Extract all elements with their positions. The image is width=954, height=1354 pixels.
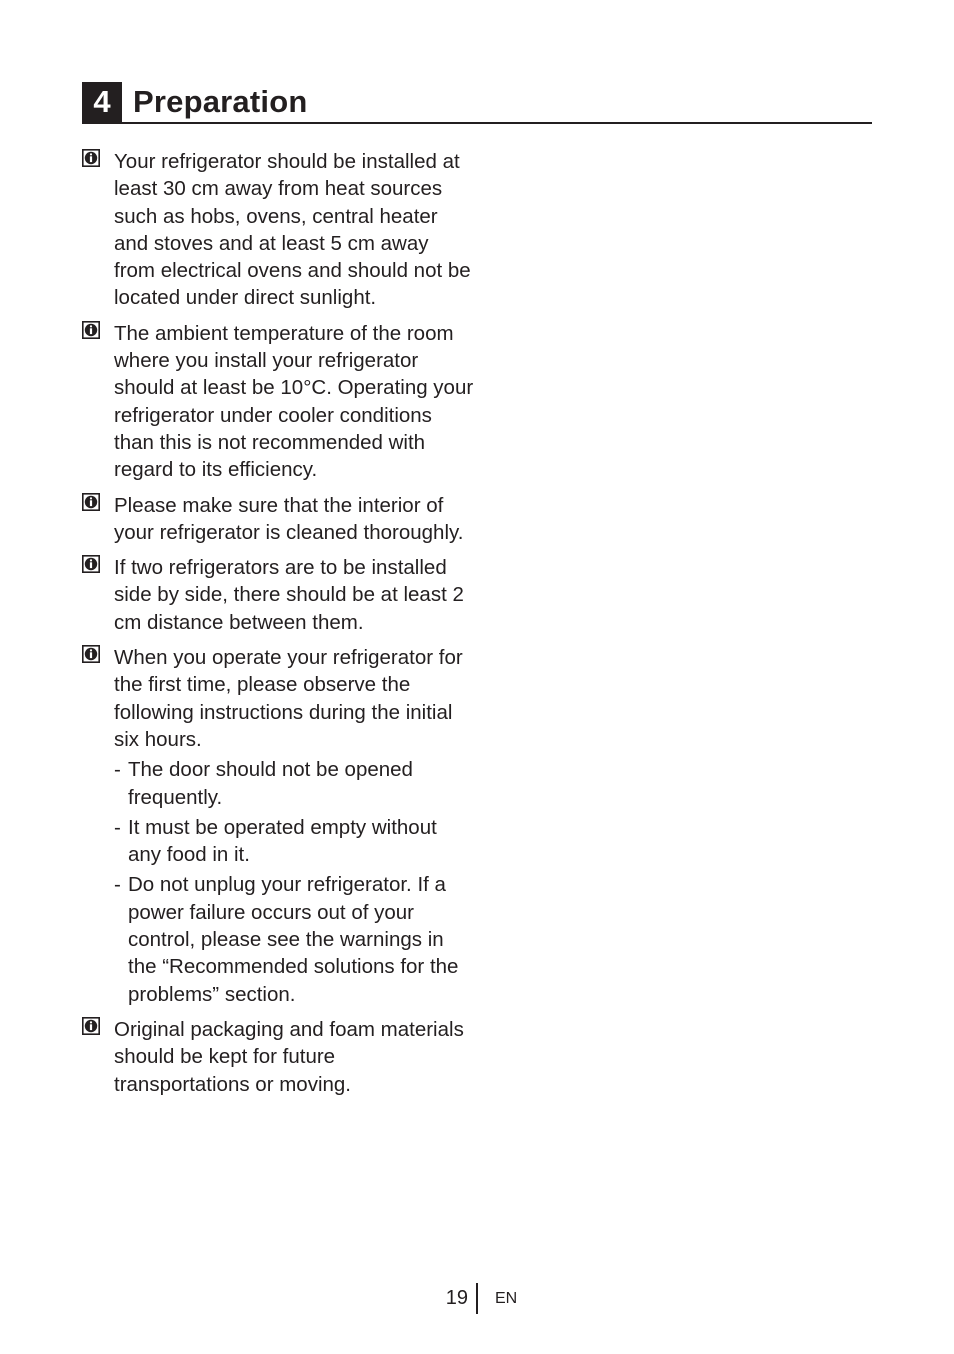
page-footer [0,1283,954,1315]
note-item [82,320,474,484]
language-code: EN [495,1290,518,1307]
footer-divider [476,1283,478,1314]
note-item [82,644,474,1008]
page-title: Preparation [133,84,308,119]
note-text: When you operate your refrigerator for the first time, please observe the following instructions during the initial six hours. [114,646,463,751]
info-icon [82,1017,100,1035]
instruction-list [114,756,474,1008]
info-icon [82,493,100,511]
info-icon [82,149,100,167]
note-text: Original packaging and foam materials should be kept for future transportations or moving. [114,1017,464,1096]
note-item [82,148,474,312]
note-text: Please make sure that the interior of your refrigerator is cleaned thoroughly. [114,493,464,544]
note-text: The ambient temperature of the room where you install your refrigerator should at least be 10°C. Operating your refrigerator under cooler conditions than this is not recommended with regard to its efficiency. [114,321,474,482]
info-icon [82,555,100,573]
page-number: 19 [445,1287,468,1309]
note-item [82,554,474,636]
section-number: 4 [82,82,122,122]
info-icon [82,645,100,663]
note-text: If two refrigerators are to be installed side by side, there should be at least 2 cm distance between them. [114,556,464,634]
info-icon [82,321,100,339]
list-item: - The door should not be opened frequently. [114,756,474,811]
list-item: - It must be operated empty without any food in it. [114,814,474,869]
list-item: - Do not unplug your refrigerator. If a power failure occurs out of your control, please see the warnings in the “Recommended solutions for the problems” section. [114,871,474,1007]
notes-column [82,148,474,1106]
note-item [82,1016,474,1098]
note-item [82,492,474,547]
section-header [82,82,872,124]
note-text: Your refrigerator should be installed at least 30 cm away from heat sources such as hobs, ovens, central heater and stoves and at least 5 cm away from electrical ovens and should not be located under direct sunlight. [114,150,471,310]
